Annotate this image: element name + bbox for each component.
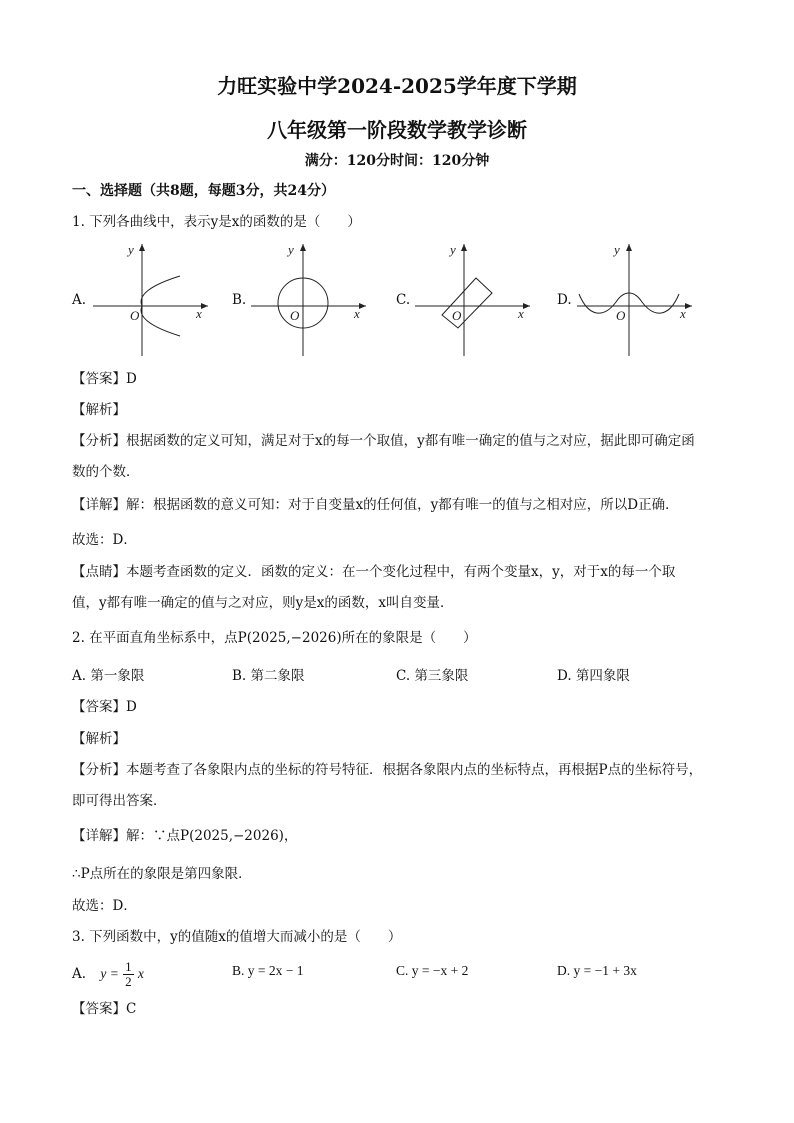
q1c-x-label: x: [518, 306, 524, 321]
q1-option-a-label: A.: [72, 292, 87, 308]
page-title: 力旺实验中学2024-2025学年度下学期: [217, 74, 577, 98]
q3-option-b: B. y = 2x − 1: [232, 963, 304, 978]
q3-option-d: D. y = −1 + 3x: [557, 963, 637, 978]
score-time-info: 满分：120分时间：120分钟: [304, 153, 490, 169]
q1a-y-label: y: [128, 242, 134, 257]
q1a-x-label: x: [196, 306, 202, 321]
q1-option-c-graph: [412, 238, 537, 360]
q1-analysis-tag: 【解析】: [72, 402, 126, 418]
q2-stem: 2. 在平面直角坐标系中，点P(2025,−2026)所在的象限是（ ）: [72, 630, 477, 646]
q3-option-a: [72, 960, 144, 994]
q1b-y-label: y: [288, 242, 294, 257]
q1-option-d-label: D.: [557, 292, 572, 308]
q1-option-b-label: B.: [232, 292, 247, 308]
q1-fenxi-line2: 数的个数．: [72, 464, 140, 480]
q3-option-a-lhs: y =: [100, 966, 119, 981]
q1c-origin-label: O: [452, 308, 462, 323]
q3-stem: 3. 下列函数中，y的值随x的值增大而减小的是（ ）: [72, 929, 402, 945]
q2-analysis-tag: 【解析】: [72, 731, 126, 747]
q2-choice: 故选：D．: [72, 898, 137, 914]
q1d-origin-label: O: [616, 308, 626, 323]
q3-option-a-rhs: x: [137, 966, 144, 981]
q1-option-d-graph: [574, 238, 699, 360]
q1d-y-label: y: [614, 242, 620, 257]
q1-option-a-graph: [90, 238, 215, 360]
q2-fenxi-line2: 即可得出答案．: [72, 793, 167, 809]
q1-fenxi-line1: 【分析】根据函数的定义可知，满足对于x的每一个取值，y都有唯一确定的值与之对应，据此即可确定函: [72, 433, 695, 449]
q3-answer: 【答案】C: [72, 1001, 137, 1017]
q3-option-a-denominator: 2: [125, 974, 132, 989]
q1b-x-label: x: [354, 306, 360, 321]
q1-option-c-label: C.: [396, 292, 411, 308]
q3-option-c: C. y = −x + 2: [396, 963, 469, 978]
q3-option-a-fraction: [123, 960, 134, 989]
q1-comment-line1: 【点睛】本题考查函数的定义．函数的定义：在一个变化过程中，有两个变量x，y，对于x的每一个取: [72, 564, 676, 580]
q1c-y-label: y: [450, 242, 456, 257]
q1a-origin-label: O: [130, 308, 140, 323]
q3-option-a-numerator: 1: [125, 959, 132, 974]
q2-option-c: C. 第三象限: [396, 668, 469, 684]
q1-comment-line2: 值，y都有唯一确定的值与之对应，则y是x的函数，x叫自变量．: [72, 595, 454, 611]
q1d-x-label: x: [680, 306, 686, 321]
q1-stem: 1. 下列各曲线中，表示y是x的函数的是（ ）: [72, 214, 361, 230]
q2-option-a: A. 第一象限: [72, 668, 145, 684]
q1-answer: 【答案】D: [72, 371, 137, 387]
q1b-origin-label: O: [290, 308, 300, 323]
page-subtitle: 八年级第一阶段数学教学诊断: [267, 118, 527, 142]
q2-conclusion: ∴P点所在的象限是第四象限．: [72, 866, 252, 882]
q2-option-d: D. 第四象限: [557, 668, 630, 684]
section-heading: 一、选择题（共8题，每题3分，共24分）: [72, 183, 335, 199]
q1-option-b-graph: [248, 238, 373, 360]
q1-choice: 故选：D．: [72, 532, 137, 548]
q2-option-b: B. 第二象限: [232, 668, 305, 684]
q1-detail: 【详解】解：根据函数的意义可知：对于自变量x的任何值，y都有唯一的值与之相对应，所以D正确．: [72, 497, 679, 513]
q2-answer: 【答案】D: [72, 699, 137, 715]
q3-option-a-label: A.: [72, 966, 87, 982]
q2-fenxi-line1: 【分析】本题考查了各象限内点的坐标的符号特征．根据各象限内点的坐标特点，再根据P点的坐标符号，: [72, 762, 703, 778]
q2-detail: 【详解】解：∵点P(2025,−2026)，: [72, 828, 298, 844]
